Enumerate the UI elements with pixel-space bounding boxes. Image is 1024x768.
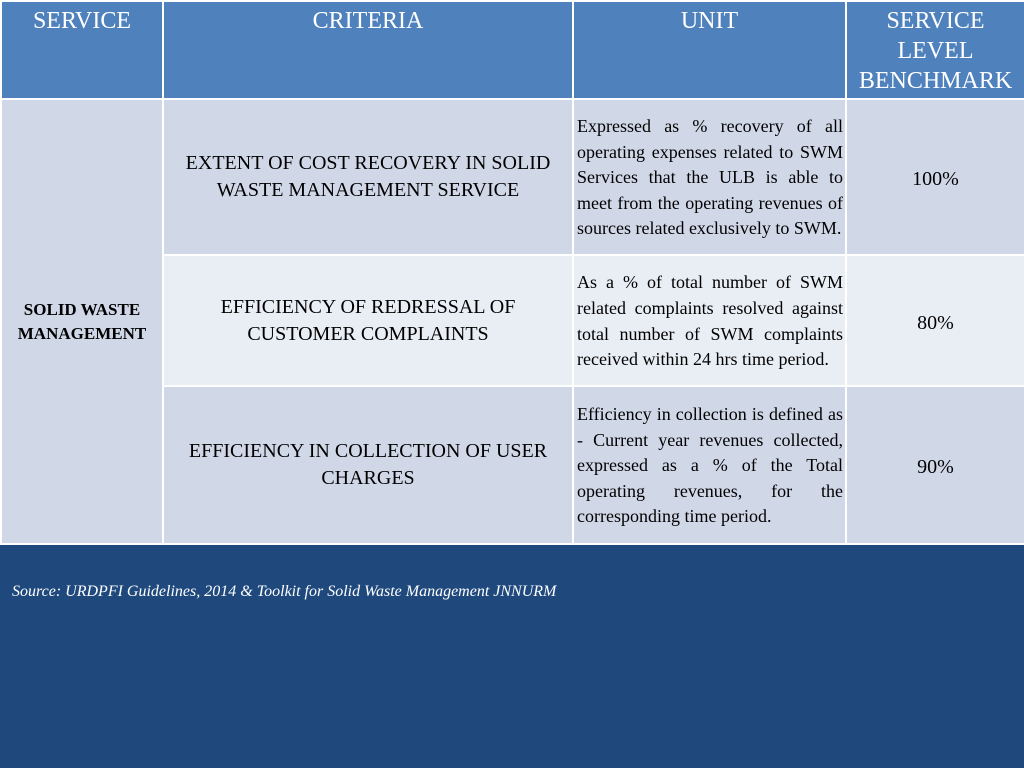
benchmark-cell: 100% (846, 99, 1024, 255)
header-benchmark-line1: SERVICE (886, 8, 985, 34)
header-benchmark-line3: BENCHMARK (858, 68, 1013, 94)
criteria-cell: EFFICIENCY OF REDRESSAL OF CUSTOMER COMPLAINTS (163, 255, 573, 386)
benchmark-cell: 90% (846, 386, 1024, 544)
unit-cell: Expressed as % recovery of all operating expenses related to SWM Services that the ULB is able to meet from the operating revenues of sources related exclusively to SWM. (573, 99, 846, 255)
header-criteria: CRITERIA (163, 1, 573, 99)
header-service: SERVICE (1, 1, 163, 99)
unit-cell: As a % of total number of SWM related complaints resolved against total number of SWM complaints received within 24 hrs time period. (573, 255, 846, 386)
header-benchmark (846, 1, 1024, 99)
table-row (1, 99, 1024, 255)
source-note: Source: URDPFI Guidelines, 2014 & Toolkit for Solid Waste Management JNNURM (12, 583, 557, 600)
header-benchmark-line2: LEVEL (897, 38, 974, 64)
unit-cell: Efficiency in collection is defined as - Current year revenues collected, expressed as a % of the Total operating revenues, for the corresponding time period. (573, 386, 846, 544)
header-unit: UNIT (573, 1, 846, 99)
service-line1: SOLID WASTE (23, 299, 141, 319)
service-cell (1, 99, 163, 544)
benchmark-cell: 80% (846, 255, 1024, 386)
criteria-cell: EXTENT OF COST RECOVERY IN SOLID WASTE MANAGEMENT SERVICE (163, 99, 573, 255)
criteria-cell: EFFICIENCY IN COLLECTION OF USER CHARGES (163, 386, 573, 544)
service-line2: MANAGEMENT (17, 323, 147, 343)
table-header-row (1, 1, 1024, 99)
